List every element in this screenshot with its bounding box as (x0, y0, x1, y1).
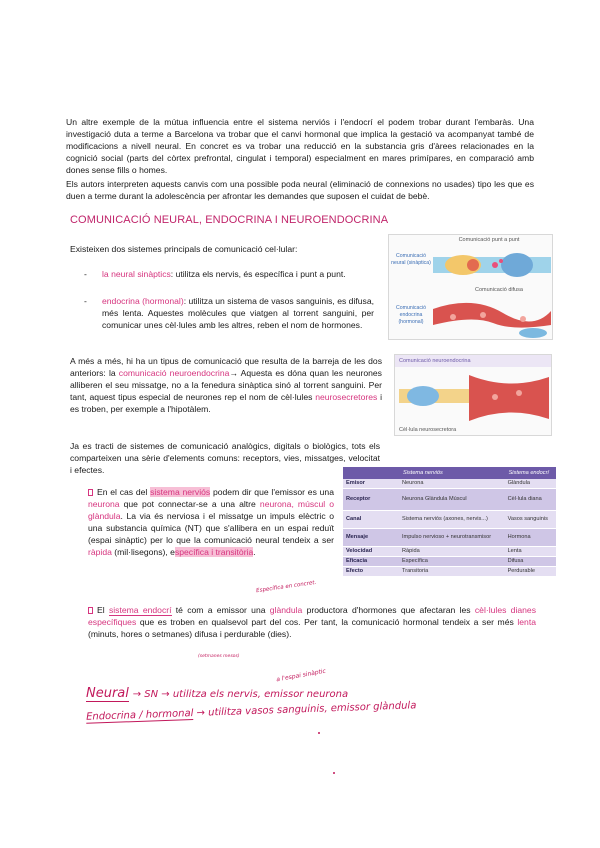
figure-title-neuroendocrine: Comunicació neuroendocrina (399, 358, 471, 364)
figure-title-diffuse: Comunicació difusa (475, 287, 523, 293)
nervous-system-bullet: En el cas del sistema nerviós podem dir que l'emissor es una neurona que pot connectar-se a una altre neurona, múscul o glàndula. La via és nerviosa i el missatge un impuls elèctric o una substancia química (NT) que s'allibera en un espai reduït (espai sinàptic) per lo que la comunicació neural tendeix a ser ràpida (mil·lisegons), específica i transitòria. (88, 487, 335, 557)
synapse-illustration (433, 245, 551, 285)
ink-dot (333, 772, 335, 774)
endocrine-term: endocrina (hormonal) (102, 296, 184, 306)
section-lead: Existeixen dos sistemes principals de comunicació cel·lular: (70, 244, 298, 254)
endocrine-system-term: sistema endocrí (108, 605, 172, 615)
blood-vessel-illustration (433, 295, 551, 339)
neurosecretory-term: neurosecretores (315, 392, 378, 402)
handwritten-note-neural: Neural → SN → utilitza els nervis, emissor neurona (86, 686, 349, 701)
table-row: Eficacia Específica Difusa (343, 557, 556, 567)
square-bullet-icon (88, 489, 93, 496)
handwritten-note-espai: a l'espai sinàptic (275, 667, 327, 684)
table-row: Emisor Neurona Glàndula (343, 479, 556, 489)
table-header (343, 467, 399, 479)
figure-caption: Cèl·lula neurosecretora (399, 427, 457, 433)
figure-neural-endocrine (388, 234, 553, 340)
ink-dot (318, 732, 320, 734)
comparison-table (343, 467, 556, 577)
neural-term: la neural sinàptics (102, 269, 171, 279)
bullet-neural (84, 268, 374, 280)
figure-title-point: Comunicació punt a punt (458, 237, 520, 243)
figure-label-neural: Comunicació neural (sinàptica) (391, 253, 431, 266)
intro-paragraph-1: Un altre exemple de la mútua influencia entre el sistema nerviós i l'endocrí el podem trobar durant l'embaràs. Una investigació duta a terme a Barcelona va trobar que el canvi hormonal que implica la gestació va acompanyat també de modificacions a nivell neural. En concret es va trobar una reducció en la substancia gris d'àrees relacionades en la cognició social (parts del còrtex prefrontal, cingulat i temporal) especialment en mares primípares, en comparació amb dones sense fills o homes. (66, 117, 534, 175)
table-row: Canal Sistema nerviós (axones, nervis...) Vasos sanguinis (343, 511, 556, 529)
nervous-system-term: sistema nerviós (150, 487, 211, 497)
table-row: Efecto Transitoria Perdurable (343, 567, 556, 577)
bullet-endocrine (84, 295, 374, 331)
dash-bullet: - (84, 269, 87, 279)
elements-paragraph: Ja es tracti de sistemes de comunicació analògics, digitals o biològics, tots els comparteixen una sèrie d'elements comuns: receptors, vies, missatges, velocitat i efectes. (70, 441, 380, 475)
neuroendocrine-paragraph: A més a més, hi ha un tipus de comunicació que resulta de la barreja de les dos anteriors: la comunicació neuroendocrina→ Aquesta es dóna quan les neurones alliberen el seu missatge, no a la fenedura sinàptica sinó al torrent sanguini. Per tant, aquest tipus especial de neurones rep el nom de cèl·lules neurosecretores i es troben, per exemple a l'hipotàlem. (70, 356, 382, 414)
dash-bullet: - (84, 296, 87, 306)
neurosecretory-illustration (399, 371, 549, 423)
figure-neuroendocrine (394, 354, 552, 436)
section-title: COMUNICACIÓ NEURAL, ENDOCRINA I NEUROENDOCRINA (70, 214, 389, 226)
table-header: Sistema endocrí (505, 467, 556, 479)
table-row: Mensaje Impulso nervioso + neurotransmisor Hormona (343, 529, 556, 547)
figure-label-endocrine: Comunicació endocrina (hormonal) (396, 305, 426, 325)
endocrine-desc: : utilitza un sistema de vasos sanguinis, es difusa, més lenta. Aquestes molècules que viatgen al torrent sanguini, per comunicar unes cèl·lules amb les altres, reben el nom de hormones. (102, 296, 375, 330)
table-header: Sistema nerviós (399, 467, 505, 479)
handwritten-note-endocrine: Endocrina / hormonal → utilitza vasos sanguinis, emissor glàndula (85, 700, 417, 723)
handwritten-note-small: (setmanes mesos) (198, 654, 240, 659)
intro-paragraph-2: Els autors interpreten aquests canvis com una possible poda neural (eliminació de connexions no usades) tipo les que es duen a terme durant la adolescència per afrontar les demandes que suposen el cuidat de bebè. (66, 179, 534, 201)
neuroendocrine-term: comunicació neuroendocrina (118, 368, 230, 378)
square-bullet-icon (88, 607, 93, 614)
endocrine-system-bullet: El sistema endocrí té com a emissor una glàndula productora d'hormones que afectaran les cèl·lules dianes específiques que es troben en qualsevol part del cos. Per tant, la comunicació hormonal tendeix a ser més lenta (minuts, hores o setmanes) difusa i perdurable (dies). (88, 605, 537, 639)
handwritten-note-concret: Específica en concret. (255, 579, 317, 595)
table-row: Velocidad Ràpida Lenta (343, 547, 556, 557)
neural-desc: : utilitza els nervis, és específica i punt a punt. (170, 269, 346, 279)
table-row: Receptor Neurona Glàndula Múscul Cèl·lula diana (343, 489, 556, 511)
